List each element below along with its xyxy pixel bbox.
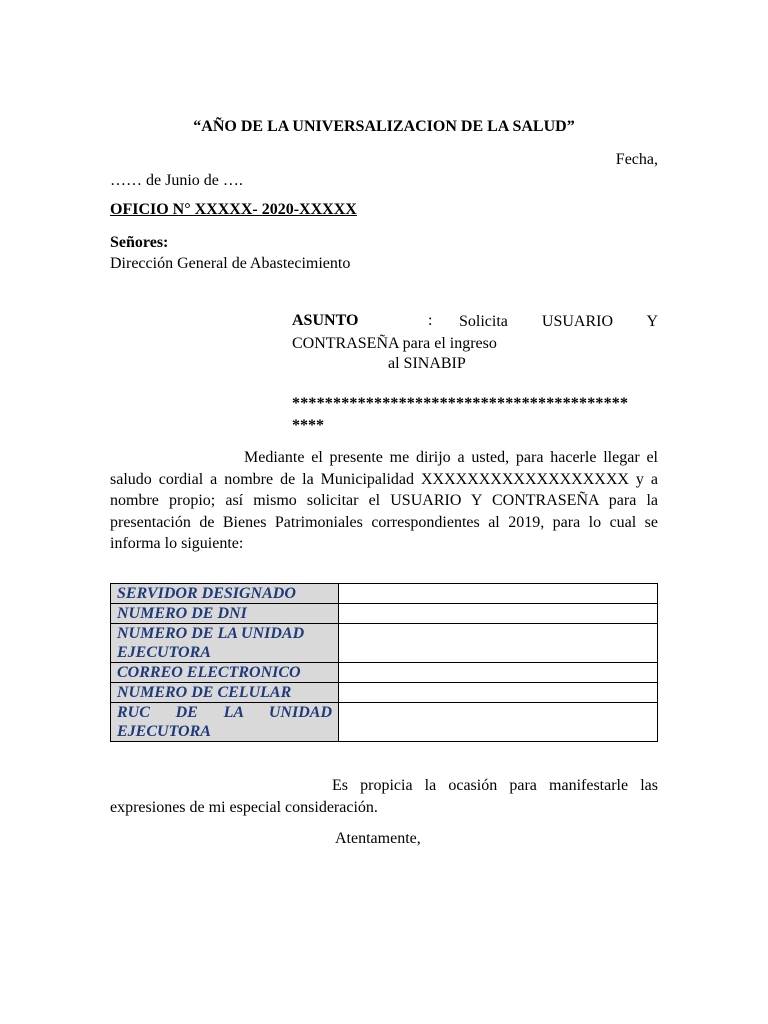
fecha-label: Fecha,: [615, 151, 658, 168]
row-value-servidor: [339, 584, 658, 604]
table-row: [111, 663, 658, 683]
closing-paragraph: Es propicia la ocasión para manifestarle las expresiones de mi especial consideración.: [110, 777, 658, 816]
sign-off: Atentamente,: [335, 830, 421, 847]
row-value-unidad: [339, 624, 658, 663]
asunto-label: ASUNTO: [292, 312, 359, 329]
table-row: [111, 624, 658, 663]
row-value-ruc: [339, 703, 658, 742]
body-paragraph: Mediante el presente me dirijo a usted, para hacerle llegar el saludo cordial a nombre de la Municipalidad XXXXXXXXXXXXXXXXXX y a nombre propio; así mismo solicitar el USUARIO Y CONTRASEÑA para la presentación de Bienes Patrimoniales correspondientes al 2019, para lo cual se informa lo siguiente:: [110, 449, 658, 552]
date-line: …… de Junio de ….: [110, 172, 243, 189]
row-label-dni: NUMERO DE DNI: [111, 604, 339, 624]
row-label-unidad: NUMERO DE LA UNIDAD EJECUTORA: [111, 624, 339, 663]
oficio-number: OFICIO N° XXXXX- 2020-XXXXX: [110, 201, 357, 218]
row-value-dni: [339, 604, 658, 624]
header-title: “AÑO DE LA UNIVERSALIZACION DE LA SALUD”: [193, 118, 575, 135]
recipient-salutation: Señores:: [110, 234, 169, 251]
row-value-celular: [339, 683, 658, 703]
table-row: [111, 683, 658, 703]
asterisk-separator: *****************************************: [292, 395, 629, 412]
asunto-text-continued: al SINABIP: [388, 355, 466, 372]
recipient-name: Dirección General de Abastecimiento: [110, 255, 351, 272]
row-label-ruc: RUC DE LA UNIDAD EJECUTORA: [111, 703, 339, 742]
table-row: [111, 703, 658, 742]
asterisk-separator-end: ****: [292, 417, 324, 434]
table-row: [111, 584, 658, 604]
info-table: [110, 583, 658, 742]
row-label-servidor: SERVIDOR DESIGNADO: [111, 584, 339, 604]
row-value-correo: [339, 663, 658, 683]
table-row: [111, 604, 658, 624]
row-label-correo: CORREO ELECTRONICO: [111, 663, 339, 683]
asunto-text: Solicita USUARIO Y CONTRASEÑA para el ingreso: [292, 313, 658, 352]
asunto-separator: :: [428, 312, 433, 329]
row-label-celular: NUMERO DE CELULAR: [111, 683, 339, 703]
